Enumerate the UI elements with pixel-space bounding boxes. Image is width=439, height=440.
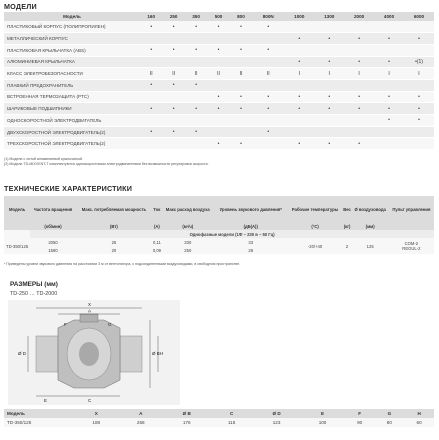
feature-cell: • xyxy=(284,33,314,45)
tech-cell: 28 xyxy=(214,246,288,254)
dims-cell: 258 xyxy=(119,418,164,427)
tech-col-unit: (об/мин) xyxy=(30,222,76,230)
feature-cell: • xyxy=(207,44,229,56)
feature-cell: • xyxy=(140,103,162,115)
feature-cell: • xyxy=(404,115,434,127)
feature-cell: • xyxy=(230,138,252,150)
feature-cell xyxy=(284,79,314,91)
feature-cell xyxy=(140,138,162,150)
models-col-header: 250 xyxy=(162,12,184,21)
models-header-label: Модель xyxy=(4,12,140,21)
feature-label: ТРЕХСКОРОСТНОЙ ЭЛЕКТРОДВИГАТЕЛЬ(2) xyxy=(4,138,140,150)
label-a: A xyxy=(88,308,92,314)
feature-cell xyxy=(140,33,162,45)
feature-label: ВСТРОЕННАЯ ТЕРМОЗАЩИТА (PTC) xyxy=(4,91,140,103)
feature-cell xyxy=(404,79,434,91)
note-1: (1) Модели с литой алюминиевой крыльчаткой. xyxy=(4,157,83,161)
models-col-header: 1300 xyxy=(314,12,344,21)
feature-cell: •(1) xyxy=(404,56,434,68)
feature-cell: • xyxy=(284,56,314,68)
models-row xyxy=(4,103,434,115)
tech-col-header: Ток xyxy=(152,196,162,222)
feature-cell xyxy=(207,126,229,138)
dims-cell: 90 xyxy=(345,418,375,427)
dims-cell: 60 xyxy=(404,418,434,427)
tech-col-header: Ø воздуховода xyxy=(352,196,389,222)
feature-cell: • xyxy=(374,56,404,68)
feature-cell xyxy=(252,115,284,127)
feature-label: МЕТАЛЛИЧЕСКИЙ КОРПУС xyxy=(4,33,140,45)
feature-cell xyxy=(185,33,207,45)
feature-cell: • xyxy=(162,79,184,91)
dims-col-header: H xyxy=(404,409,434,418)
feature-cell: • xyxy=(185,21,207,33)
dims-table xyxy=(4,409,434,427)
feature-cell xyxy=(185,91,207,103)
models-row xyxy=(4,33,434,45)
models-row xyxy=(4,68,434,80)
dims-subtitle: TD-250 … TD-2000 xyxy=(10,291,58,297)
tech-title: ТЕХНИЧЕСКИЕ ХАРАКТЕРИСТИКИ xyxy=(4,184,133,193)
dims-data-row xyxy=(4,418,434,427)
feature-cell xyxy=(314,126,344,138)
label-g: G xyxy=(108,322,112,327)
dims-header-row xyxy=(4,409,434,418)
feature-cell: II xyxy=(252,68,284,80)
models-title: МОДЕЛИ xyxy=(4,2,37,11)
feature-cell: • xyxy=(207,21,229,33)
tech-col-header: Рабочие температуры xyxy=(288,196,343,222)
tech-cell: 25 xyxy=(76,238,152,246)
phase-label: Однофазные модели (1Ф – 230 в – 50 Гц) xyxy=(30,230,434,238)
feature-cell: • xyxy=(404,91,434,103)
feature-cell xyxy=(374,138,404,150)
feature-cell: • xyxy=(314,56,344,68)
feature-cell: • xyxy=(284,138,314,150)
feature-label: ШАРИКОВЫЕ ПОДШИПНИКИ xyxy=(4,103,140,115)
feature-cell xyxy=(230,33,252,45)
feature-cell xyxy=(314,44,344,56)
feature-cell: II xyxy=(162,68,184,80)
feature-cell xyxy=(162,56,184,68)
feature-cell: • xyxy=(185,79,207,91)
tech-duct: 125 xyxy=(352,238,389,254)
tech-col-header: Уровень звукового давления* xyxy=(214,196,288,222)
feature-cell xyxy=(314,79,344,91)
feature-cell: • xyxy=(284,103,314,115)
feature-cell: • xyxy=(185,103,207,115)
feature-cell xyxy=(284,21,314,33)
tech-cell: 0,09 xyxy=(152,247,161,253)
tech-header-row xyxy=(4,196,434,222)
feature-label: ДВУХСКОРОСТНОЙ ЭЛЕКТРОДВИГАТЕЛЬ(2) xyxy=(4,126,140,138)
feature-cell: • xyxy=(162,21,184,33)
feature-label: ПЛАСТИКОВАЯ КРЫЛЬЧАТКА (ABS) xyxy=(4,44,140,56)
feature-cell xyxy=(404,138,434,150)
tech-col-header: Макс расход воздуха xyxy=(162,196,214,222)
feature-cell xyxy=(230,79,252,91)
feature-cell: II xyxy=(207,68,229,80)
tech-col-unit: (°C) xyxy=(288,222,343,230)
feature-cell: • xyxy=(314,33,344,45)
dims-col-header: Модель xyxy=(4,409,74,418)
feature-cell xyxy=(344,126,374,138)
tech-col-unit: (кг) xyxy=(343,223,351,229)
tech-col-header: Модель xyxy=(4,196,30,222)
dims-title: РАЗМЕРЫ (мм) xyxy=(10,281,58,288)
feature-cell: • xyxy=(344,56,374,68)
feature-cell: • xyxy=(230,103,252,115)
feature-cell xyxy=(374,44,404,56)
feature-cell xyxy=(314,21,344,33)
feature-cell xyxy=(207,33,229,45)
feature-cell xyxy=(252,138,284,150)
dims-col-header: Ø B xyxy=(163,409,210,418)
models-col-header: 4000 xyxy=(374,12,404,21)
feature-cell: • xyxy=(207,91,229,103)
feature-cell: • xyxy=(344,33,374,45)
tech-model: TD-350/125 xyxy=(4,238,30,254)
tech-temp: -20/+40 xyxy=(288,238,343,254)
tech-note: * Приведены уровни звукового давления на расстоянии 3 м от вентилятора, с подсоединенными воздуховодами, в свободном пространстве. xyxy=(4,262,241,266)
label-x: X xyxy=(88,302,92,307)
tech-phase-row xyxy=(4,230,434,238)
feature-cell xyxy=(404,21,434,33)
feature-cell xyxy=(284,115,314,127)
feature-cell: • xyxy=(230,91,252,103)
feature-cell: • xyxy=(374,115,404,127)
feature-cell: • xyxy=(314,91,344,103)
feature-cell xyxy=(185,115,207,127)
feature-cell: I xyxy=(314,68,344,80)
feature-cell xyxy=(344,115,374,127)
models-header-row xyxy=(4,12,434,21)
tech-col-unit: (А) xyxy=(153,223,160,229)
feature-cell xyxy=(162,115,184,127)
label-d: Ø D xyxy=(18,351,27,356)
label-f: F xyxy=(64,322,67,327)
feature-cell: • xyxy=(207,103,229,115)
dims-col-header: C xyxy=(210,409,253,418)
tech-cell: 330 xyxy=(162,238,214,246)
feature-cell xyxy=(140,115,162,127)
label-c: C xyxy=(88,398,92,403)
models-row xyxy=(4,138,434,150)
feature-cell xyxy=(374,21,404,33)
feature-cell: • xyxy=(252,103,284,115)
dims-cell: TD-350/125 xyxy=(4,418,74,427)
dims-cell: 188 xyxy=(74,418,119,427)
feature-cell: • xyxy=(314,103,344,115)
tech-table xyxy=(4,196,434,254)
feature-cell: I xyxy=(284,68,314,80)
feature-cell: • xyxy=(314,138,344,150)
feature-cell: • xyxy=(140,126,162,138)
feature-label: КЛАСС ЭЛЕКТРОБЕЗОПАСНОСТИ xyxy=(4,68,140,80)
feature-cell xyxy=(374,126,404,138)
dims-col-header: Ø D xyxy=(253,409,300,418)
tech-col-unit: (м³/ч) xyxy=(162,222,214,230)
feature-cell: II xyxy=(140,68,162,80)
models-col-header: 800N xyxy=(252,12,284,21)
models-table xyxy=(4,12,434,150)
dims-col-header: A xyxy=(119,409,164,418)
control-2: REGUL-2 xyxy=(402,246,421,251)
models-row xyxy=(4,91,434,103)
feature-cell: • xyxy=(185,126,207,138)
feature-cell xyxy=(404,126,434,138)
dims-col-header: E xyxy=(300,409,345,418)
tech-cell: 20 xyxy=(76,246,152,254)
tech-col-unit xyxy=(4,222,30,230)
feature-cell: I xyxy=(374,68,404,80)
feature-cell: • xyxy=(252,44,284,56)
fan-dimension-drawing xyxy=(8,300,180,405)
models-row xyxy=(4,56,434,68)
feature-cell xyxy=(344,44,374,56)
dims-col-header: F xyxy=(345,409,375,418)
note-2: (2) Модели TD-MIXVENT-T комплектуются односкоростными электродвигателями без возможности регулировки скорости. xyxy=(4,162,209,166)
models-col-header: 160 xyxy=(140,12,162,21)
models-col-header: 2000 xyxy=(344,12,374,21)
feature-cell: II xyxy=(230,68,252,80)
feature-cell xyxy=(162,91,184,103)
models-row xyxy=(4,126,434,138)
feature-cell xyxy=(374,79,404,91)
feature-cell: • xyxy=(140,79,162,91)
feature-cell: • xyxy=(374,103,404,115)
feature-cell xyxy=(404,44,434,56)
feature-cell xyxy=(252,56,284,68)
feature-cell: • xyxy=(404,103,434,115)
tech-cell: 1590 xyxy=(30,246,76,254)
models-col-header: 500 xyxy=(207,12,229,21)
feature-cell: • xyxy=(252,21,284,33)
tech-col-unit xyxy=(389,222,434,230)
feature-cell xyxy=(230,56,252,68)
feature-cell xyxy=(230,126,252,138)
feature-cell xyxy=(207,79,229,91)
feature-cell xyxy=(140,56,162,68)
tech-cell: 2050 xyxy=(30,238,76,246)
tech-col-unit: (мм) xyxy=(352,222,389,230)
models-row xyxy=(4,79,434,91)
feature-cell xyxy=(314,115,344,127)
feature-cell xyxy=(140,91,162,103)
feature-cell: • xyxy=(140,21,162,33)
feature-label: АЛЮМИНИЕВАЯ КРЫЛЬЧАТКА xyxy=(4,56,140,68)
feature-cell xyxy=(230,115,252,127)
tech-cell: 0,11 xyxy=(152,239,161,245)
feature-cell: • xyxy=(252,91,284,103)
dims-col-header: G xyxy=(375,409,405,418)
tech-cell: 33 xyxy=(214,238,288,246)
tech-weight: 2 xyxy=(343,238,352,254)
models-row xyxy=(4,115,434,127)
dims-col-header: X xyxy=(74,409,119,418)
models-col-header: 350 xyxy=(185,12,207,21)
feature-cell: • xyxy=(230,44,252,56)
feature-label: ПЛАСТИКОВЫЙ КОРПУС (ПОЛИПРОПИЛЕН) xyxy=(4,21,140,33)
feature-cell: • xyxy=(185,44,207,56)
feature-cell: • xyxy=(140,44,162,56)
feature-cell xyxy=(284,44,314,56)
tech-row-1 xyxy=(4,238,434,246)
feature-cell: • xyxy=(207,138,229,150)
models-col-header: 1000 xyxy=(284,12,314,21)
tech-cell: 250 xyxy=(162,246,214,254)
feature-cell xyxy=(185,56,207,68)
control-1: COM-2 xyxy=(404,241,419,246)
tech-col-header: Вес xyxy=(343,196,352,222)
feature-cell: • xyxy=(374,91,404,103)
feature-label: ПЛАВКИЙ ПРЕДОХРАНИТЕЛЬ xyxy=(4,79,140,91)
feature-cell: I xyxy=(404,68,434,80)
tech-controls xyxy=(389,238,434,254)
feature-cell: • xyxy=(344,138,374,150)
dims-cell: 123 xyxy=(253,418,300,427)
dims-cell: 80 xyxy=(375,418,405,427)
feature-cell: • xyxy=(230,21,252,33)
feature-cell xyxy=(252,79,284,91)
tech-col-header: Макс. потребляемая мощность xyxy=(76,196,152,222)
label-h: H xyxy=(160,351,164,356)
feature-cell: • xyxy=(374,33,404,45)
feature-cell xyxy=(252,33,284,45)
feature-cell xyxy=(344,79,374,91)
feature-cell xyxy=(162,33,184,45)
feature-cell xyxy=(207,56,229,68)
feature-cell: • xyxy=(344,103,374,115)
feature-cell: • xyxy=(162,44,184,56)
label-b: Ø B xyxy=(152,351,160,356)
feature-cell: • xyxy=(404,33,434,45)
models-col-header: 6000 xyxy=(404,12,434,21)
feature-cell xyxy=(162,138,184,150)
tech-col-unit: (Вт) xyxy=(76,222,152,230)
dims-cell: 176 xyxy=(163,418,210,427)
feature-cell xyxy=(207,115,229,127)
feature-cell xyxy=(284,126,314,138)
dims-cell: 100 xyxy=(300,418,345,427)
feature-cell xyxy=(344,21,374,33)
feature-cell xyxy=(185,138,207,150)
feature-cell: • xyxy=(284,91,314,103)
feature-cell: • xyxy=(344,91,374,103)
feature-label: ОДНОСКОРОСТНОЙ ЭЛЕКТРОДВИГАТЕЛЬ xyxy=(4,115,140,127)
feature-cell: • xyxy=(162,103,184,115)
dims-cell: 115 xyxy=(210,418,253,427)
feature-cell: • xyxy=(252,126,284,138)
feature-cell: II xyxy=(185,68,207,80)
feature-cell: I xyxy=(344,68,374,80)
tech-units-row xyxy=(4,222,434,230)
tech-col-unit: (дБ(А)) xyxy=(214,222,288,230)
models-notes xyxy=(4,157,209,167)
models-row xyxy=(4,44,434,56)
tech-col-header: Частота вращения xyxy=(30,196,76,222)
feature-cell: • xyxy=(162,126,184,138)
tech-col-header: Пульт управления xyxy=(389,196,434,222)
models-row xyxy=(4,21,434,33)
label-e: E xyxy=(44,398,48,403)
models-col-header: 800 xyxy=(230,12,252,21)
